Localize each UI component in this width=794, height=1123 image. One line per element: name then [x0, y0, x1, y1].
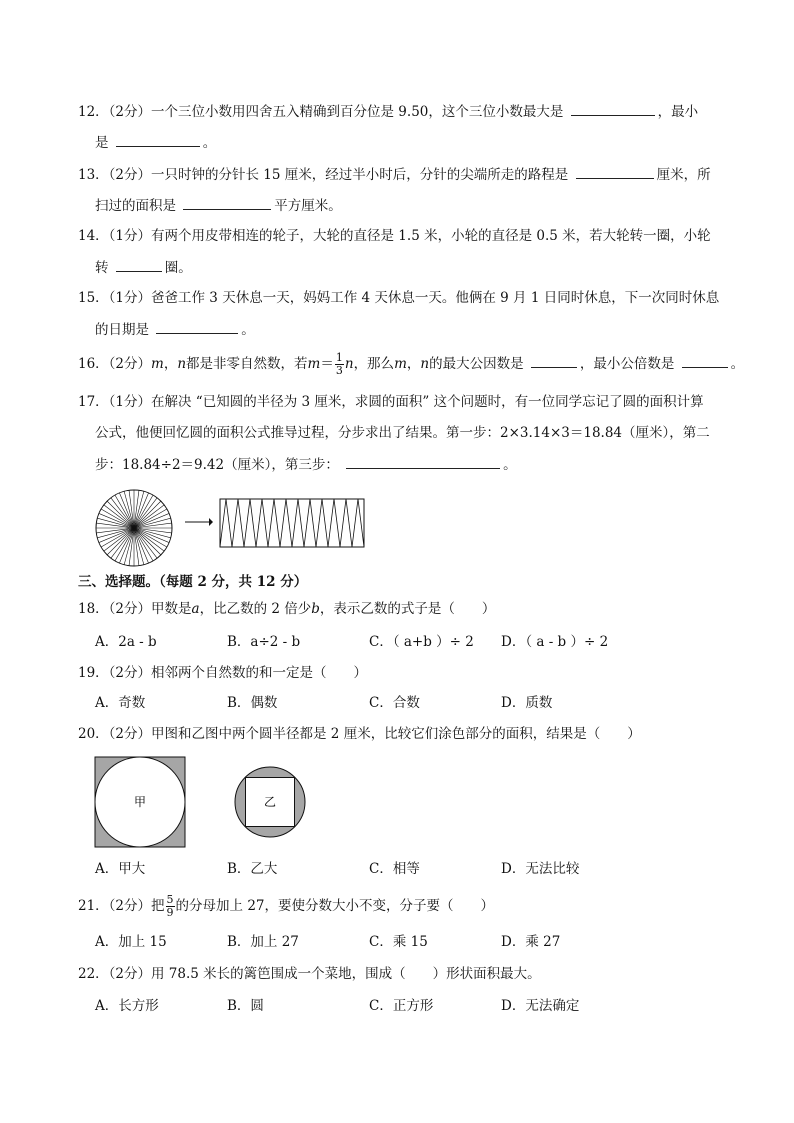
question-16-text-c: 都是非零自然数，若	[186, 356, 308, 372]
fraction-numerator: 5	[166, 893, 174, 906]
option-b[interactable]: B．加上 27	[227, 934, 299, 950]
question-18-text-b: ，比乙数的 2 倍少	[199, 601, 312, 617]
option-a[interactable]: A．甲大	[95, 861, 146, 877]
var-b: b	[311, 601, 320, 617]
var-n: n	[420, 356, 430, 372]
figure-jia	[94, 756, 186, 848]
option-b[interactable]: B．a÷2 - b	[227, 634, 301, 650]
question-17-text-b: 公式，他便回忆圆的面积公式推导过程，分步求出了结果。第一步：2×3.14×3＝18.84（厘米），第二	[95, 425, 710, 441]
question-19-options	[95, 693, 715, 713]
question-14-line2	[95, 257, 192, 278]
option-c[interactable]: C．（ a+b ）÷ 2	[369, 634, 474, 650]
answer-blank[interactable]	[156, 319, 238, 334]
fraction-one-third	[335, 352, 344, 377]
answer-blank[interactable]	[571, 101, 655, 116]
option-c[interactable]: C．乘 15	[369, 934, 428, 950]
question-12-line1	[78, 101, 698, 122]
strip-lines	[220, 499, 364, 547]
sector-line	[97, 528, 134, 538]
question-18-text-c: ，表示乙数的式子是（ ）	[319, 601, 496, 617]
question-22-text: 22．（2分）用 78.5 米长的篱笆围成一个菜地，围成（ ）形状面积最大。	[78, 966, 541, 982]
question-13-line2	[95, 195, 342, 216]
question-21-line	[78, 894, 494, 919]
option-d[interactable]: D．无法比较	[501, 861, 580, 877]
answer-blank[interactable]	[346, 454, 500, 469]
option-c[interactable]: C．正方形	[369, 998, 434, 1014]
var-n: n	[344, 356, 354, 372]
sectored-circle-figure	[94, 488, 174, 568]
question-17-text-c: 步：18.84÷2＝9.42（厘米），第三步：	[95, 457, 339, 473]
question-15-text: 15．（1分）爸爸工作 3 天休息一天，妈妈工作 4 天休息一天。他俩在 9 月 1 日同时休息，下一次同时休息	[78, 290, 720, 306]
zigzag-line	[220, 499, 364, 547]
answer-blank[interactable]	[183, 195, 271, 210]
question-17-text: 17．（1分）在解决 “已知圆的半径为 3 厘米，求圆的面积” 这个问题时，有一位同学忘记了圆的面积计算	[78, 394, 704, 410]
question-13-text: 13．（2分）一只时钟的分针长 15 厘米，经过半小时后，分针的尖端所走的路程是	[78, 167, 569, 183]
fraction-numerator: 1	[335, 351, 343, 364]
question-14-text-c: 转	[95, 260, 109, 276]
question-13-text-d: 平方厘米。	[274, 198, 342, 214]
question-16-text: 16．（2分）	[78, 356, 152, 372]
question-16-text-g: ，最小公倍数是	[579, 356, 675, 372]
answer-blank[interactable]	[531, 353, 577, 368]
option-d[interactable]: D．质数	[501, 695, 553, 711]
var-m: m	[394, 356, 407, 372]
question-12-text-d: 。	[202, 135, 217, 151]
sector-line	[124, 491, 134, 528]
question-18-text: 18．（2分）甲数是	[78, 601, 192, 617]
option-b[interactable]: B．圆	[227, 998, 264, 1014]
sector-line	[134, 528, 171, 538]
option-b[interactable]: B．偶数	[227, 695, 278, 711]
question-12-line2	[95, 132, 216, 153]
question-17-line3	[95, 454, 517, 475]
sector-line	[124, 528, 134, 565]
rearranged-strips-figure	[218, 497, 366, 549]
question-21-options	[95, 932, 715, 952]
sector-line	[134, 491, 144, 528]
question-13-text-c: 扫过的面积是	[95, 198, 176, 214]
option-c[interactable]: C．相等	[369, 861, 420, 877]
answer-blank[interactable]	[116, 132, 200, 147]
question-15-line2	[95, 319, 255, 340]
sector-lines	[96, 490, 172, 566]
sector-line	[97, 518, 134, 528]
answer-blank[interactable]	[576, 164, 654, 179]
question-17-line1	[78, 392, 704, 412]
question-14-text: 14．（1分）有两个用皮带相连的轮子，大轮的直径是 1.5 米，小轮的直径是 0.5 米，若大轮转一圈，小轮	[78, 228, 711, 244]
question-16-text-h: 。	[730, 356, 745, 372]
var-n: n	[177, 356, 187, 372]
question-15-text-d: 。	[241, 322, 255, 338]
option-d[interactable]: D．（ a - b ）÷ 2	[501, 634, 609, 650]
fraction-denominator: 9	[166, 906, 174, 919]
fraction-five-ninths	[166, 894, 175, 919]
question-14-line1	[78, 226, 711, 246]
var-a: a	[191, 601, 200, 617]
question-12-text: 12．（2分）一个三位小数用四舍五入精确到百分位是 9.50，这个三位小数最大是	[78, 104, 564, 120]
var-m: m	[151, 356, 164, 372]
var-m: m	[307, 356, 321, 372]
question-17-line2	[95, 423, 710, 443]
question-12-text-c: 是	[95, 135, 109, 151]
question-15-line1	[78, 288, 719, 308]
question-18-line	[78, 599, 495, 619]
question-15-text-c: 的日期是	[95, 322, 149, 338]
option-a[interactable]: A．奇数	[95, 695, 146, 711]
answer-blank[interactable]	[116, 257, 162, 272]
option-a[interactable]: A．加上 15	[95, 934, 167, 950]
strip-outline	[220, 499, 364, 547]
question-16-text-f: 的最大公因数是	[429, 356, 524, 372]
question-20-options	[95, 859, 715, 879]
figure-yi-label: 乙	[263, 795, 277, 809]
question-20-text: 20．（2分）甲图和乙图中两个圆半径都是 2 厘米，比较它们涂色部分的面积，结果是（ ）	[78, 726, 641, 742]
question-18-options	[95, 632, 715, 652]
question-19-text: 19．（2分）相邻两个自然数的和一定是（ ）	[78, 665, 368, 681]
equals-sign: ＝	[320, 356, 334, 372]
question-13-line1	[78, 164, 711, 185]
arrow-right-icon	[184, 515, 214, 529]
sector-line	[134, 518, 171, 528]
question-12-text-b: ，最小	[657, 104, 699, 120]
question-13-text-b: 厘米，所	[656, 167, 711, 183]
option-d[interactable]: D．无法确定	[501, 998, 580, 1014]
comma: ，	[406, 356, 421, 372]
question-22-options	[95, 996, 715, 1016]
sector-line	[134, 528, 144, 565]
figure-yi	[234, 766, 306, 838]
option-c[interactable]: C．合数	[369, 695, 420, 711]
question-16-line	[78, 352, 744, 377]
question-16-text-e: ，那么	[353, 356, 395, 372]
option-d[interactable]: D．乘 27	[501, 934, 561, 950]
option-a[interactable]: A．2a - b	[95, 634, 157, 650]
question-20-line	[78, 724, 641, 744]
option-a[interactable]: A．长方形	[95, 998, 159, 1014]
question-17-text-d: 。	[503, 457, 517, 473]
question-14-text-d: 圈。	[164, 260, 192, 276]
section-3-heading: 三、选择题。（每题 2 分，共 12 分）	[78, 574, 308, 590]
question-21-text: 21．（2分）把	[78, 898, 165, 914]
question-21-text-b: 的分母加上 27，要使分数大小不变，分子要（ ）	[175, 898, 495, 914]
question-19-line	[78, 663, 367, 683]
comma: ，	[163, 356, 178, 372]
option-b[interactable]: B．乙大	[227, 861, 278, 877]
figure-jia-label: 甲	[133, 795, 147, 809]
fraction-denominator: 3	[335, 364, 343, 377]
answer-blank[interactable]	[682, 353, 728, 368]
question-22-line	[78, 964, 541, 984]
